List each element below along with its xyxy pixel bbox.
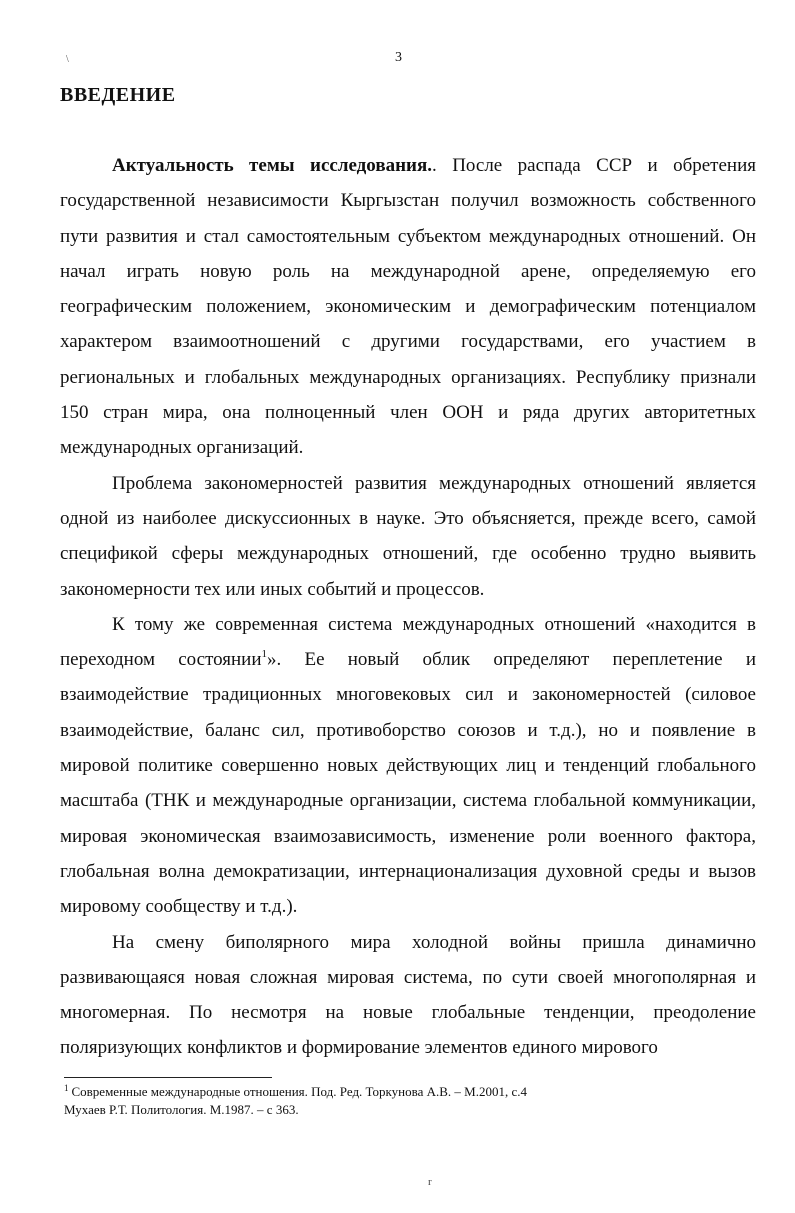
paragraph-text: . После распада ССР и обретения государственной независимости Кыргызстан получил возможность собственного пути развития и стал самостоятельным субъектом международных отношений. Он начал играть новую роль на международной арене, определяемую его географическим положением, экономическим и демографическим потенциалом характером взаимоотношений с другими государствами, его участием в региональных и глобальных международных организациях. Республику признали 150 стран мира, она полноценный член ООН и ряда других авторитетных международных организаций. (60, 155, 756, 459)
paragraph-transition (60, 607, 756, 925)
paragraph-text: На смену биполярного мира холодной войны пришла динамично развивающаяся новая сложная мировая система, по сути своей многополярная и многомерная. По несмотря на новые глобальные тенденции, преодоление поляризующих конфликтов и формирование элементов единого мирового (60, 931, 756, 1059)
paragraph-text: Проблема закономерностей развития международных отношений является одной из наиболее дискуссионных в науке. Это объясняется, прежде всего, самой спецификой сферы международных отношений, где особенно трудно выявить закономерности тех или иных событий и процессов. (60, 472, 756, 600)
footnote-reference[interactable]: 1 (261, 648, 268, 661)
footnote-item (64, 1101, 664, 1119)
footnote-number: 1 (64, 1083, 69, 1093)
relevance-lead: Актуальность темы исследования. (112, 155, 433, 176)
section-heading: ВВЕДЕНИЕ (60, 84, 176, 106)
footnote-item (64, 1083, 664, 1101)
scan-artifact-top: \ (66, 54, 69, 65)
paragraph-relevance (60, 148, 756, 466)
paragraph-text: К тому же современная система международных отношений «находится в переходном состоянии (60, 613, 756, 671)
footnote-text: Мухаев Р.Т. Политология. М.1987. – с 363. (64, 1102, 299, 1117)
paragraph-multipolar (60, 925, 756, 1066)
body-text (60, 148, 756, 1066)
paragraph-problem (60, 466, 756, 607)
scan-artifact-bottom: r (428, 1176, 432, 1188)
footnote-text: Современные международные отношения. Под. Ред. Торкунова А.В. – М.2001, с.4 (71, 1084, 527, 1099)
footnote-divider (64, 1077, 272, 1078)
footnotes (64, 1083, 664, 1119)
paragraph-text: ». Ее новый облик определяют переплетение и взаимодействие традиционных многовековых сил и закономерностей (силовое взаимодействие, баланс сил, противоборство союзов и т.д.), но и появление в мировой политике совершенно новых действующих лиц и тенденций глобального масштаба (ТНК и международные организации, система глобальной коммуникации, мировая экономическая взаимозависимость, изменение роли военного фактора, глобальная волна демократизации, интернационализация духовной среды и вызов мировому сообществу и т.д.). (60, 649, 756, 918)
page-number: 3 (395, 50, 402, 65)
